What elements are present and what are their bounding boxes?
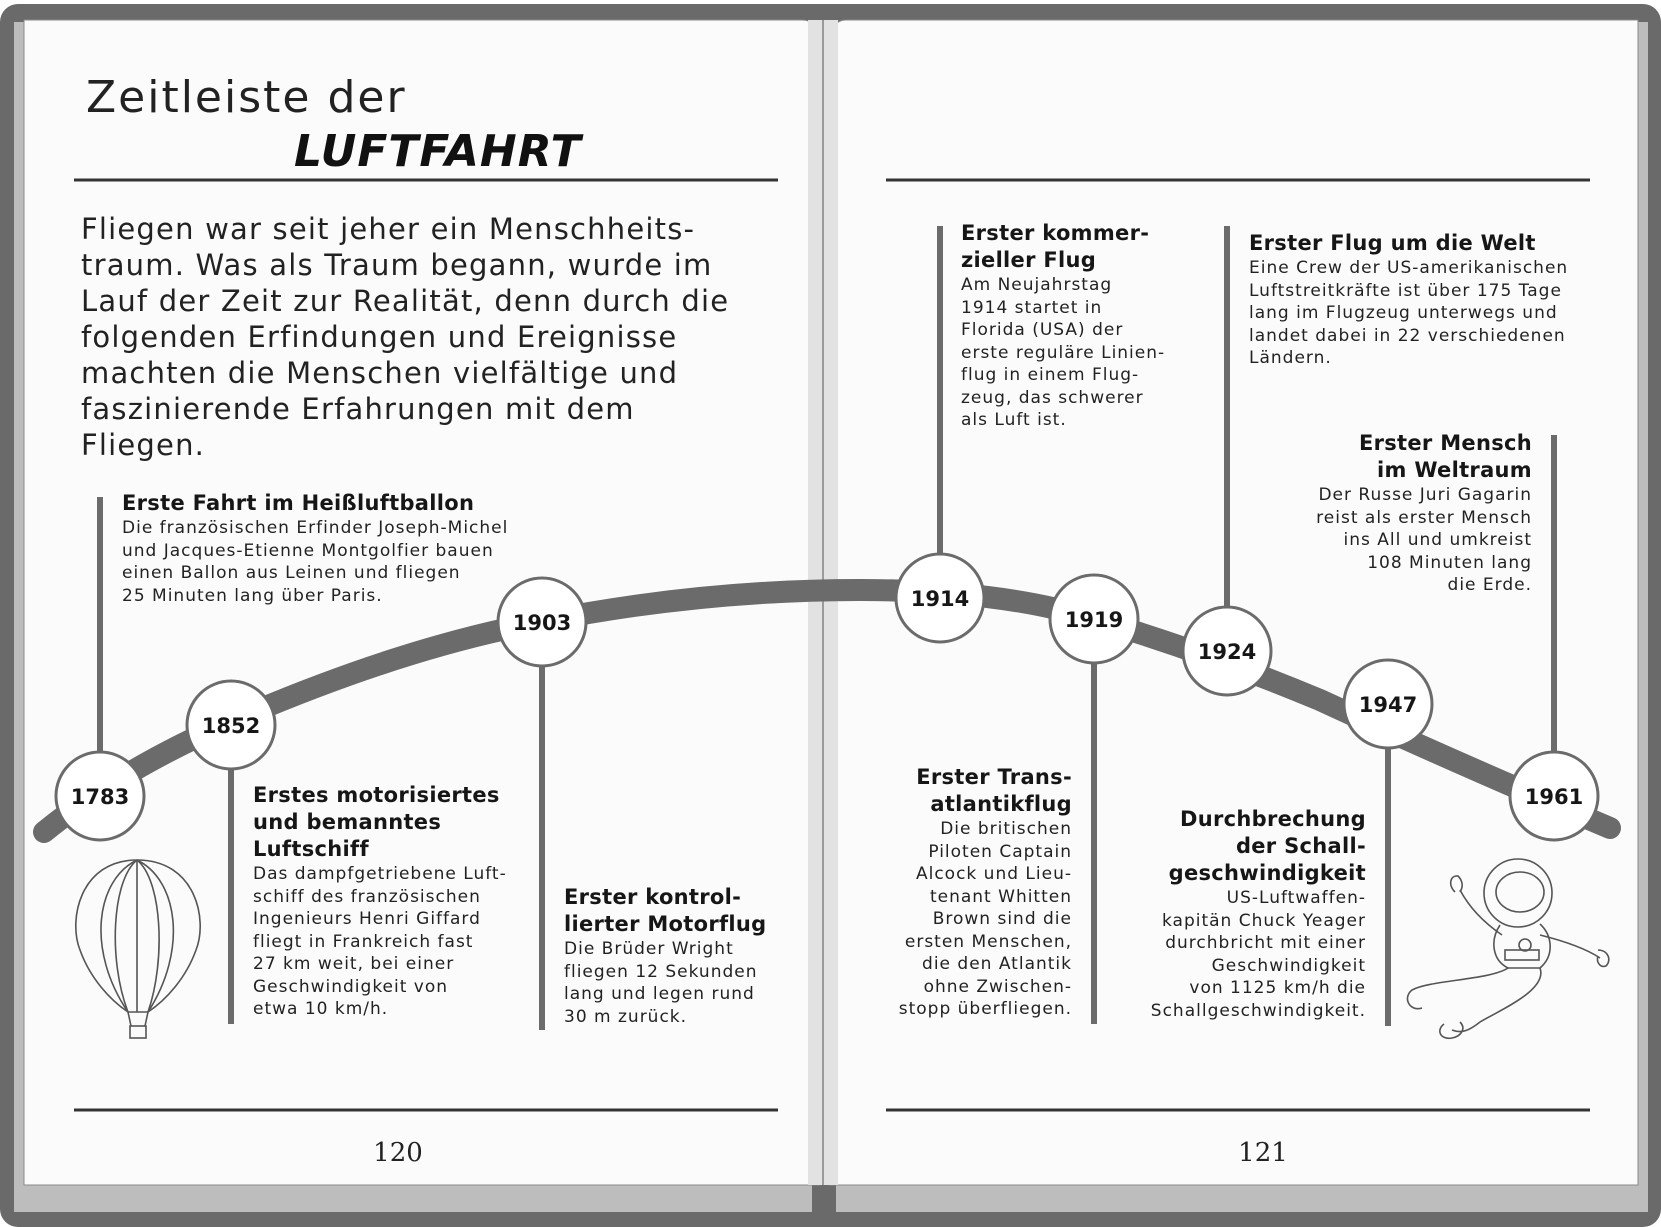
year-circle-1919 [1050,575,1138,663]
event-1914 [961,220,1211,432]
year-circle-1783 [56,752,144,840]
page-number-left: 120 [373,1138,423,1168]
event-title: Erstes motorisiertes und bemanntes Luftschiff [253,783,500,861]
event-text: Die britischen Piloten Captain Alcock und Lieu- tenant Whitten Brown sind die ersten Menschen, die den Atlantik ohne Zwischen- stopp überfliegen. [898,819,1072,1019]
event-title: Erster kommer- zieller Flug [961,221,1150,272]
event-text: Eine Crew der US-amerikanischen Luftstreitkräfte ist über 175 Tage lang im Flugzeug unterwegs und landet dabei in 22 verschiedenen Ländern. [1249,258,1569,368]
year-label: 1947 [1358,693,1418,717]
year-circle-1914 [896,554,984,642]
event-1919 [852,764,1072,1021]
event-title: Erste Fahrt im Heißluftballon [122,491,475,515]
page-title-line1: Zeitleiste der [86,72,407,123]
event-1852 [253,782,533,1021]
year-label: 1924 [1197,640,1257,664]
year-label: 1914 [910,587,970,611]
event-title: Durchbrechung der Schall- geschwindigkeit [1168,807,1366,885]
event-title: Erster Flug um die Welt [1249,231,1536,255]
year-label: 1783 [70,785,130,809]
year-label: 1961 [1524,785,1584,809]
page-title-line2: LUFTFAHRT [294,126,582,177]
year-circle-1961 [1510,752,1598,840]
year-circle-1852 [187,681,275,769]
year-circle-1947 [1344,660,1432,748]
event-text: US-Luftwaffen- kapitän Chuck Yeager durchbricht mit einer Geschwindigkeit von 1125 km/h die Schallgeschwindigkeit. [1150,888,1366,1021]
event-text: Der Russe Juri Gagarin reist als erster Mensch ins All und umkreist 108 Minuten lang die Erde. [1316,485,1532,595]
event-text: Die französischen Erfinder Joseph-Michel und Jacques-Etienne Montgolfier bauen einen Ballon aus Leinen und fliegen 25 Minuten lang über Paris. [122,518,509,606]
event-title: Erster Trans- atlantikflug [916,765,1072,816]
event-1947 [1112,806,1366,1022]
page-number-right: 121 [1238,1138,1288,1168]
year-label: 1919 [1064,608,1124,632]
year-label: 1903 [512,611,572,635]
event-title: Erster kontrol- lierter Motorflug [564,885,767,936]
year-label: 1852 [201,714,261,738]
event-1903 [564,884,784,1028]
intro-paragraph: Fliegen war seit jeher ein Menschheits- traum. Was als Traum begann, wurde im Lauf der Zeit zur Realität, denn durch die folgenden Erfindungen und Ereignisse machten die Menschen vielfältige und faszinierende Erfahrungen mit dem Fliegen. [81,212,730,462]
event-1783 [122,490,562,607]
event-1961 [1280,430,1532,597]
event-text: Die Brüder Wright fliegen 12 Sekunden lang und legen rund 30 m zurück. [564,939,758,1027]
event-text: Das dampfgetriebene Luft- schiff des französischen Ingenieurs Henri Giffard fliegt in Frankreich fast 27 km weit, bei einer Geschwindigkeit von etwa 10 km/h. [253,864,507,1019]
event-1924 [1249,230,1629,370]
year-circle-1924 [1183,607,1271,695]
event-title: Erster Mensch im Weltraum [1358,431,1532,482]
event-text: Am Neujahrstag 1914 startet in Florida (USA) der erste reguläre Linien- flug in einem Flug- zeug, das schwerer als Luft ist. [961,275,1166,430]
